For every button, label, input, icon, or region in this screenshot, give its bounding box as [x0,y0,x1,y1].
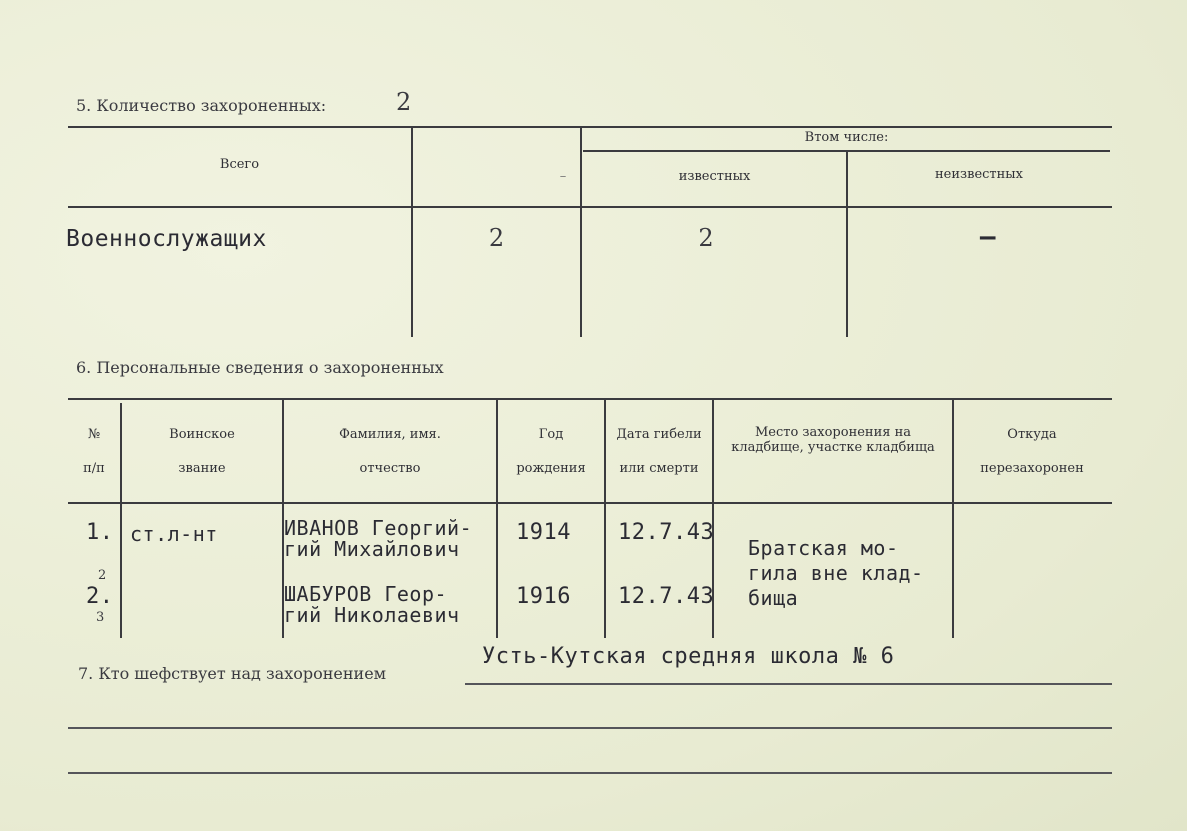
col-divider-2 [580,127,582,337]
buried-count: 2 [396,88,412,116]
patron-value: Усть-Кутская средняя школа № 6 [482,644,895,669]
row1-num: 1. [86,520,114,545]
row2-death: 12.7.43 [618,584,715,609]
personal-header-bottom [68,502,1112,504]
hdr-death-2: или смерти [619,461,699,476]
blank-line-1 [68,727,1112,729]
header-total: Всего [219,157,260,172]
hdr-year-1: Год [538,427,564,442]
row3-mark: 3 [96,610,105,625]
burial-place-line1: Братская мо- [748,536,899,560]
personal-top-border [68,398,1112,400]
row2-name [284,584,460,626]
row2-year: 1916 [516,584,571,609]
row1-rank: ст.л-нт [130,522,218,546]
burial-place-line2: гила вне клад- [748,561,924,585]
row2-num: 2. [86,584,114,609]
header-including: Втом числе: [804,130,889,145]
hdr-num-2: п/п [83,461,105,476]
row2-name-line2: гий Николаевич [284,603,460,627]
hdr-rank-2: звание [178,461,226,476]
hdr-year-2: рождения [516,461,586,476]
hdr-from-1: Откуда [1007,427,1057,442]
row-servicemen-label: Военнослужащих [66,226,267,252]
table-top-border [68,126,1112,128]
hdr-name-1: Фамилия, имя. [339,427,441,442]
section6-label: 6. Персональные сведения о захороненных [76,358,444,377]
hdr-death-1: Дата гибели [616,427,702,442]
header-bottom-border [68,206,1112,208]
row1-name [284,518,472,560]
hdr-place: Место захоронения на кладбище, участке кладбища [731,425,935,455]
burial-place-line3: бища [748,586,799,610]
header-known: известных [678,169,751,184]
row-unknown-value: – [979,222,997,252]
section7-label: 7. Кто шефствует над захоронением [78,664,387,683]
row1-death: 12.7.43 [618,520,715,545]
section5-label: 5. Количество захороненных: [76,96,327,115]
hdr-num-1: № [87,427,101,442]
hdr-from-2: перезахоронен [980,461,1084,476]
patron-underline [465,683,1112,685]
row-total-value: 2 [488,224,505,252]
row2-name-line1: ШАБУРОВ Геор- [284,582,448,606]
hdr-rank-1: Воинское [169,427,235,442]
row1-name-line2: гий Михайлович [284,537,460,561]
header-total-dash: – [559,169,567,184]
row2-mark: 2 [98,568,107,583]
row-known-value: 2 [698,224,714,252]
hdr-name-2: отчество [359,461,421,476]
header-unknown: неизвестных [935,167,1023,182]
burial-place [748,536,924,611]
row1-year: 1914 [516,520,571,545]
row1-name-line1: ИВАНОВ Георгий- [284,516,473,540]
blank-line-2 [68,772,1112,774]
